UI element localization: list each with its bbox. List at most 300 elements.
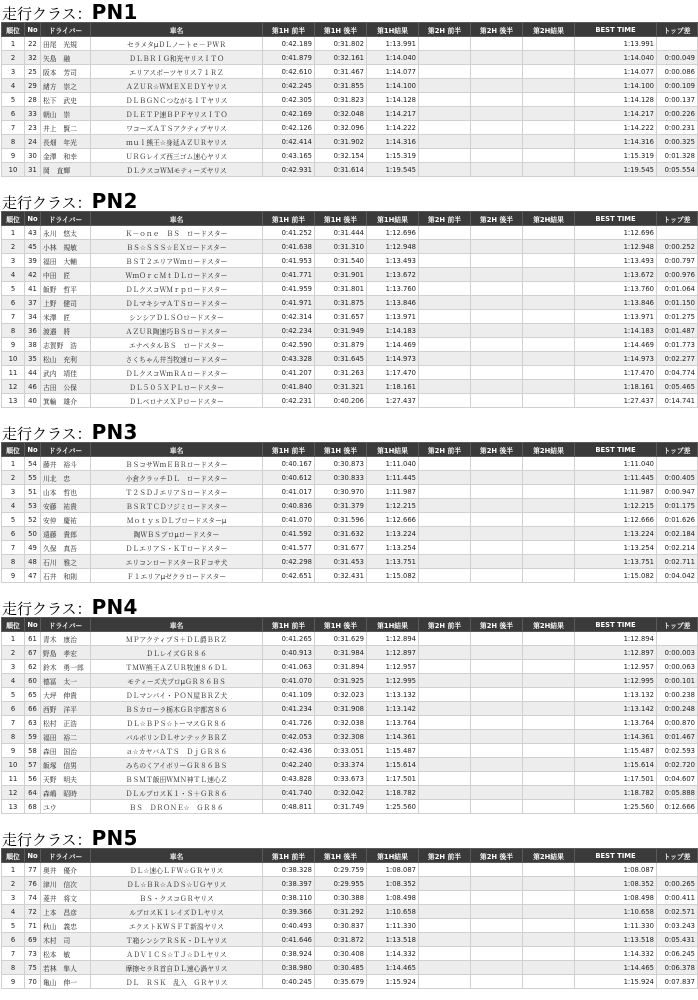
- car-number-cell: 62: [25, 660, 41, 674]
- h2-first-half-cell: [419, 555, 471, 569]
- car-name-cell: ＢＳコサＷｍＥＢＲロードスター: [91, 457, 263, 471]
- h1-second-half-cell: 0:31.823: [315, 93, 367, 107]
- column-header-h1-second-half: 第1H 後半: [315, 212, 367, 226]
- gap-to-top-cell: 0:04.607: [657, 772, 698, 786]
- h2-result-cell: [523, 702, 575, 716]
- h1-first-half-cell: 0:38.328: [263, 863, 315, 877]
- table-row: [2, 240, 698, 254]
- h2-second-half-cell: [471, 471, 523, 485]
- column-header-h1-first-half: 第1H 前半: [263, 849, 315, 863]
- driver-cell: 箕輪 雄介: [41, 394, 91, 408]
- rank-cell: 13: [2, 394, 25, 408]
- h1-second-half-cell: 0:31.467: [315, 65, 367, 79]
- h2-result-cell: [523, 149, 575, 163]
- driver-cell: 安仲 慶祐: [41, 513, 91, 527]
- h1-second-half-cell: 0:32.161: [315, 51, 367, 65]
- table-row: [2, 135, 698, 149]
- h1-result-cell: 1:25.560: [367, 800, 419, 814]
- h1-second-half-cell: 0:31.872: [315, 933, 367, 947]
- h1-first-half-cell: 0:42.189: [263, 37, 315, 51]
- car-number-cell: 55: [25, 471, 41, 485]
- h2-second-half-cell: [471, 702, 523, 716]
- column-header-h2-first-half: 第2H 前半: [419, 849, 471, 863]
- h2-result-cell: [523, 947, 575, 961]
- column-header-h2-result: 第2H結果: [523, 23, 575, 37]
- best-time-cell: 1:14.128: [575, 93, 657, 107]
- car-number-cell: 29: [25, 79, 41, 93]
- h1-result-cell: 1:12.897: [367, 646, 419, 660]
- h2-second-half-cell: [471, 65, 523, 79]
- rank-cell: 5: [2, 513, 25, 527]
- h1-first-half-cell: 0:40.612: [263, 471, 315, 485]
- column-header-car-number: No: [25, 618, 41, 632]
- driver-cell: 鈴木 勇一郎: [41, 660, 91, 674]
- car-name-cell: シンシアＤＬＳＯロードスター: [91, 310, 263, 324]
- car-number-cell: 52: [25, 513, 41, 527]
- driver-cell: 矢島 融: [41, 51, 91, 65]
- gap-to-top-cell: 0:00.086: [657, 65, 698, 79]
- h1-result-cell: 1:14.465: [367, 961, 419, 975]
- driver-cell: 上本 昌彦: [41, 905, 91, 919]
- car-name-cell: エリコンロードスターＲＦコサ犬: [91, 555, 263, 569]
- h2-result-cell: [523, 933, 575, 947]
- h2-first-half-cell: [419, 772, 471, 786]
- h1-first-half-cell: 0:41.234: [263, 702, 315, 716]
- h2-first-half-cell: [419, 149, 471, 163]
- best-time-cell: 1:13.971: [575, 310, 657, 324]
- h1-first-half-cell: 0:41.726: [263, 716, 315, 730]
- best-time-cell: 1:15.924: [575, 975, 657, 989]
- h2-result-cell: [523, 632, 575, 646]
- h2-first-half-cell: [419, 121, 471, 135]
- car-number-cell: 40: [25, 394, 41, 408]
- car-name-cell: ＡＺＵＲ陶速巧ＢＳロードスター: [91, 324, 263, 338]
- h2-first-half-cell: [419, 240, 471, 254]
- best-time-cell: 1:12.666: [575, 513, 657, 527]
- table-row: [2, 730, 698, 744]
- column-header-h1-second-half: 第1H 後半: [315, 23, 367, 37]
- best-time-cell: 1:12.995: [575, 674, 657, 688]
- best-time-cell: 1:12.894: [575, 632, 657, 646]
- h2-second-half-cell: [471, 877, 523, 891]
- h2-first-half-cell: [419, 457, 471, 471]
- h1-result-cell: 1:13.991: [367, 37, 419, 51]
- column-header-rank: 順位: [2, 23, 25, 37]
- h2-second-half-cell: [471, 254, 523, 268]
- column-header-h2-second-half: 第2H 後半: [471, 212, 523, 226]
- car-number-cell: 32: [25, 51, 41, 65]
- h1-first-half-cell: 0:42.245: [263, 79, 315, 93]
- table-row: [2, 121, 698, 135]
- column-header-best-time: BEST TIME: [575, 849, 657, 863]
- h1-first-half-cell: 0:40.245: [263, 975, 315, 989]
- car-number-cell: 45: [25, 240, 41, 254]
- h1-second-half-cell: 0:31.925: [315, 674, 367, 688]
- h2-second-half-cell: [471, 933, 523, 947]
- table-row: [2, 674, 698, 688]
- driver-cell: 上野 健司: [41, 296, 91, 310]
- car-name-cell: ＤＬ☆ＢＲ☆ＡＤＳ☆ＵＧヤリス: [91, 877, 263, 891]
- car-name-cell: ＤＬ☆速心ＬＦＷ☆ＧＲヤリス: [91, 863, 263, 877]
- table-row: [2, 933, 698, 947]
- gap-to-top-cell: 0:00.109: [657, 79, 698, 93]
- class-title: [0, 597, 659, 617]
- rank-cell: 9: [2, 744, 25, 758]
- h2-second-half-cell: [471, 863, 523, 877]
- driver-cell: 永川 悠太: [41, 226, 91, 240]
- column-header-h1-result: 第1H結果: [367, 849, 419, 863]
- h1-first-half-cell: 0:38.980: [263, 961, 315, 975]
- column-header-h1-first-half: 第1H 前半: [263, 443, 315, 457]
- h1-first-half-cell: 0:42.169: [263, 107, 315, 121]
- h1-result-cell: 1:17.470: [367, 366, 419, 380]
- gap-to-top-cell: 0:05.554: [657, 163, 698, 177]
- car-name-cell: ＢＳ☆ＳＳＳ☆ＥＸロードスター: [91, 240, 263, 254]
- rank-cell: 9: [2, 975, 25, 989]
- column-header-best-time: BEST TIME: [575, 23, 657, 37]
- column-header-h1-result: 第1H結果: [367, 212, 419, 226]
- car-name-cell: ＢＳＴ２エリアＷｍロードスター: [91, 254, 263, 268]
- h2-result-cell: [523, 366, 575, 380]
- h2-first-half-cell: [419, 527, 471, 541]
- driver-cell: 小林 規敏: [41, 240, 91, 254]
- table-row: [2, 338, 698, 352]
- h2-first-half-cell: [419, 716, 471, 730]
- car-name-cell: ＤＬＢＲＩＧ和光ヤリスＩＴＯ: [91, 51, 263, 65]
- h2-first-half-cell: [419, 674, 471, 688]
- h1-result-cell: 1:11.040: [367, 457, 419, 471]
- rank-cell: 4: [2, 268, 25, 282]
- column-header-h2-first-half: 第2H 前半: [419, 618, 471, 632]
- table-row: [2, 499, 698, 513]
- h1-result-cell: 1:14.361: [367, 730, 419, 744]
- rank-cell: 3: [2, 485, 25, 499]
- h1-first-half-cell: 0:42.931: [263, 163, 315, 177]
- column-header-gap-to-top: トップ差: [657, 618, 698, 632]
- h1-first-half-cell: 0:41.638: [263, 240, 315, 254]
- column-header-h2-result: 第2H結果: [523, 618, 575, 632]
- table-row: [2, 786, 698, 800]
- rank-cell: 5: [2, 919, 25, 933]
- best-time-cell: 1:13.254: [575, 541, 657, 555]
- h2-first-half-cell: [419, 296, 471, 310]
- h1-result-cell: 1:08.087: [367, 863, 419, 877]
- column-header-rank: 順位: [2, 443, 25, 457]
- gap-to-top-cell: 0:00.265: [657, 877, 698, 891]
- car-name-cell: さくちゃん井当牧速ロードスター: [91, 352, 263, 366]
- car-number-cell: 58: [25, 744, 41, 758]
- h2-first-half-cell: [419, 93, 471, 107]
- h1-first-half-cell: 0:38.924: [263, 947, 315, 961]
- h1-first-half-cell: 0:41.109: [263, 688, 315, 702]
- driver-cell: 遠藤 貴郎: [41, 527, 91, 541]
- h1-result-cell: 1:13.518: [367, 933, 419, 947]
- column-header-driver: ドライバー: [41, 23, 91, 37]
- h1-second-half-cell: 0:32.096: [315, 121, 367, 135]
- table-row: [2, 163, 698, 177]
- h1-result-cell: 1:18.161: [367, 380, 419, 394]
- h1-first-half-cell: 0:43.165: [263, 149, 315, 163]
- driver-cell: 天野 明夫: [41, 772, 91, 786]
- driver-cell: 金澤 和幸: [41, 149, 91, 163]
- column-header-h1-result: 第1H結果: [367, 443, 419, 457]
- header-row: [2, 849, 698, 863]
- column-header-h2-first-half: 第2H 前半: [419, 23, 471, 37]
- h2-result-cell: [523, 471, 575, 485]
- h1-second-half-cell: 0:31.596: [315, 513, 367, 527]
- h2-first-half-cell: [419, 800, 471, 814]
- table-row: [2, 541, 698, 555]
- rank-cell: 6: [2, 107, 25, 121]
- column-header-h1-result: 第1H結果: [367, 618, 419, 632]
- h1-result-cell: 1:15.082: [367, 569, 419, 583]
- h2-first-half-cell: [419, 541, 471, 555]
- column-header-h1-second-half: 第1H 後半: [315, 443, 367, 457]
- h2-first-half-cell: [419, 786, 471, 800]
- gap-to-top-cell: 0:00.049: [657, 51, 698, 65]
- class-title: [0, 191, 659, 211]
- h1-first-half-cell: 0:42.126: [263, 121, 315, 135]
- h1-result-cell: 1:14.077: [367, 65, 419, 79]
- car-number-cell: 48: [25, 555, 41, 569]
- h2-second-half-cell: [471, 800, 523, 814]
- h2-first-half-cell: [419, 905, 471, 919]
- best-time-cell: 1:13.760: [575, 282, 657, 296]
- h1-second-half-cell: 0:32.048: [315, 107, 367, 121]
- h1-second-half-cell: 0:31.632: [315, 527, 367, 541]
- class-section-pn1: [0, 0, 695, 177]
- driver-cell: 奥井 優介: [41, 863, 91, 877]
- h1-second-half-cell: 0:29.955: [315, 877, 367, 891]
- h1-result-cell: 1:08.498: [367, 891, 419, 905]
- h2-first-half-cell: [419, 226, 471, 240]
- best-time-cell: 1:14.469: [575, 338, 657, 352]
- rank-cell: 11: [2, 772, 25, 786]
- h2-first-half-cell: [419, 107, 471, 121]
- h1-result-cell: 1:14.183: [367, 324, 419, 338]
- car-number-cell: 63: [25, 716, 41, 730]
- h2-first-half-cell: [419, 744, 471, 758]
- rank-cell: 1: [2, 632, 25, 646]
- rank-cell: 4: [2, 499, 25, 513]
- h1-second-half-cell: 0:32.308: [315, 730, 367, 744]
- rank-cell: 2: [2, 471, 25, 485]
- h2-result-cell: [523, 646, 575, 660]
- car-number-cell: 69: [25, 933, 41, 947]
- car-number-cell: 41: [25, 282, 41, 296]
- h2-result-cell: [523, 716, 575, 730]
- class-title: [0, 828, 659, 848]
- h1-result-cell: 1:14.217: [367, 107, 419, 121]
- rank-cell: 5: [2, 93, 25, 107]
- car-name-cell: ＤＬエリアＳ・ＫＴロードスター: [91, 541, 263, 555]
- gap-to-top-cell: 0:00.325: [657, 135, 698, 149]
- h1-result-cell: 1:14.040: [367, 51, 419, 65]
- h2-result-cell: [523, 513, 575, 527]
- h2-second-half-cell: [471, 324, 523, 338]
- h2-second-half-cell: [471, 282, 523, 296]
- results-table: [1, 848, 698, 989]
- car-name-cell: ＤＬ ＲＳＫ 乱入 ＧＲヤリス: [91, 975, 263, 989]
- h2-first-half-cell: [419, 569, 471, 583]
- column-header-h2-second-half: 第2H 後半: [471, 23, 523, 37]
- car-number-cell: 38: [25, 338, 41, 352]
- h2-first-half-cell: [419, 758, 471, 772]
- h1-result-cell: 1:14.973: [367, 352, 419, 366]
- results-table: [1, 22, 698, 177]
- rank-cell: 4: [2, 905, 25, 919]
- h1-second-half-cell: 0:31.629: [315, 632, 367, 646]
- h1-second-half-cell: 0:32.154: [315, 149, 367, 163]
- gap-to-top-cell: [657, 632, 698, 646]
- h2-result-cell: [523, 758, 575, 772]
- h2-second-half-cell: [471, 891, 523, 905]
- gap-to-top-cell: 0:04.042: [657, 569, 698, 583]
- gap-to-top-cell: [657, 226, 698, 240]
- table-row: [2, 513, 698, 527]
- column-header-h1-first-half: 第1H 前半: [263, 23, 315, 37]
- car-name-cell: ＢＳカローラ栃木ＧＲ宇都宮８６: [91, 702, 263, 716]
- h1-result-cell: 1:14.332: [367, 947, 419, 961]
- h1-second-half-cell: 0:31.902: [315, 135, 367, 149]
- table-row: [2, 254, 698, 268]
- car-name-cell: ＤＬクスコＷＭモティーズヤリス: [91, 163, 263, 177]
- best-time-cell: 1:14.316: [575, 135, 657, 149]
- car-name-cell: ＴＭＷ熊王ＡＺＵＲ牧速８６ＤＬ: [91, 660, 263, 674]
- gap-to-top-cell: 0:01.328: [657, 149, 698, 163]
- class-title-name: PN1: [91, 0, 138, 24]
- h2-first-half-cell: [419, 702, 471, 716]
- best-time-cell: 1:25.560: [575, 800, 657, 814]
- h2-first-half-cell: [419, 513, 471, 527]
- car-number-cell: 43: [25, 226, 41, 240]
- h2-first-half-cell: [419, 65, 471, 79]
- gap-to-top-cell: 0:01.487: [657, 324, 698, 338]
- h1-first-half-cell: 0:38.110: [263, 891, 315, 905]
- h2-second-half-cell: [471, 744, 523, 758]
- car-number-cell: 53: [25, 499, 41, 513]
- rank-cell: 1: [2, 226, 25, 240]
- h1-result-cell: 1:13.254: [367, 541, 419, 555]
- h2-second-half-cell: [471, 268, 523, 282]
- car-number-cell: 49: [25, 541, 41, 555]
- h1-result-cell: 1:18.782: [367, 786, 419, 800]
- h2-second-half-cell: [471, 93, 523, 107]
- table-row: [2, 471, 698, 485]
- car-number-cell: 67: [25, 646, 41, 660]
- table-row: [2, 37, 698, 51]
- best-time-cell: 1:13.132: [575, 688, 657, 702]
- driver-cell: 森嶋 昭時: [41, 786, 91, 800]
- best-time-cell: 1:11.445: [575, 471, 657, 485]
- driver-cell: 岡 直輝: [41, 163, 91, 177]
- gap-to-top-cell: 0:00.411: [657, 891, 698, 905]
- gap-to-top-cell: 0:00.976: [657, 268, 698, 282]
- h1-first-half-cell: 0:42.231: [263, 394, 315, 408]
- h2-second-half-cell: [471, 919, 523, 933]
- h2-first-half-cell: [419, 919, 471, 933]
- h2-first-half-cell: [419, 37, 471, 51]
- driver-cell: 西野 洋平: [41, 702, 91, 716]
- h2-result-cell: [523, 338, 575, 352]
- h2-first-half-cell: [419, 891, 471, 905]
- h2-second-half-cell: [471, 786, 523, 800]
- h2-result-cell: [523, 296, 575, 310]
- column-header-h1-first-half: 第1H 前半: [263, 212, 315, 226]
- rank-cell: 7: [2, 716, 25, 730]
- car-number-cell: 39: [25, 254, 41, 268]
- car-number-cell: 34: [25, 310, 41, 324]
- car-name-cell: エリアスポーツヤリス７１ＲＺ: [91, 65, 263, 79]
- h2-result-cell: [523, 282, 575, 296]
- h1-first-half-cell: 0:42.240: [263, 758, 315, 772]
- class-title-prefix: 走行クラス：: [2, 600, 92, 618]
- class-title-prefix: 走行クラス：: [2, 5, 92, 23]
- gap-to-top-cell: 0:00.003: [657, 646, 698, 660]
- gap-to-top-cell: 0:02.593: [657, 744, 698, 758]
- gap-to-top-cell: 0:04.774: [657, 366, 698, 380]
- rank-cell: 2: [2, 877, 25, 891]
- rank-cell: 13: [2, 800, 25, 814]
- car-number-cell: 64: [25, 786, 41, 800]
- class-title-prefix: 走行クラス：: [2, 831, 92, 849]
- car-name-cell: ＡＤＶＩＣＳ☆ＴＪ☆ＤＬヤリス: [91, 947, 263, 961]
- rank-cell: 7: [2, 310, 25, 324]
- column-header-car-name: 車名: [91, 23, 263, 37]
- column-header-best-time: BEST TIME: [575, 618, 657, 632]
- driver-cell: 田尾 光規: [41, 37, 91, 51]
- car-number-cell: 73: [25, 947, 41, 961]
- h2-first-half-cell: [419, 380, 471, 394]
- h2-result-cell: [523, 93, 575, 107]
- best-time-cell: 1:13.493: [575, 254, 657, 268]
- h2-first-half-cell: [419, 163, 471, 177]
- h1-first-half-cell: 0:42.305: [263, 93, 315, 107]
- h1-first-half-cell: 0:40.167: [263, 457, 315, 471]
- h2-second-half-cell: [471, 485, 523, 499]
- h1-second-half-cell: 0:30.485: [315, 961, 367, 975]
- gap-to-top-cell: [657, 863, 698, 877]
- h2-result-cell: [523, 674, 575, 688]
- table-row: [2, 226, 698, 240]
- h1-first-half-cell: 0:41.252: [263, 226, 315, 240]
- car-name-cell: ＢＳＭＴ飯田ＷＭＮ神ＴＬ速心Ｚ: [91, 772, 263, 786]
- rank-cell: 5: [2, 282, 25, 296]
- h2-second-half-cell: [471, 772, 523, 786]
- h1-result-cell: 1:17.501: [367, 772, 419, 786]
- h1-second-half-cell: 0:31.310: [315, 240, 367, 254]
- h1-result-cell: 1:14.469: [367, 338, 419, 352]
- h2-first-half-cell: [419, 471, 471, 485]
- table-row: [2, 800, 698, 814]
- gap-to-top-cell: 0:02.184: [657, 527, 698, 541]
- table-row: [2, 107, 698, 121]
- h1-second-half-cell: 0:31.657: [315, 310, 367, 324]
- h2-second-half-cell: [471, 688, 523, 702]
- h1-result-cell: 1:13.764: [367, 716, 419, 730]
- column-header-rank: 順位: [2, 849, 25, 863]
- best-time-cell: 1:14.077: [575, 65, 657, 79]
- gap-to-top-cell: 0:00.101: [657, 674, 698, 688]
- driver-cell: 武内 靖佳: [41, 366, 91, 380]
- h1-first-half-cell: 0:41.740: [263, 786, 315, 800]
- h2-result-cell: [523, 800, 575, 814]
- driver-cell: 福田 裕二: [41, 730, 91, 744]
- best-time-cell: 1:15.082: [575, 569, 657, 583]
- best-time-cell: 1:08.498: [575, 891, 657, 905]
- table-row: [2, 772, 698, 786]
- results-table: [1, 442, 698, 583]
